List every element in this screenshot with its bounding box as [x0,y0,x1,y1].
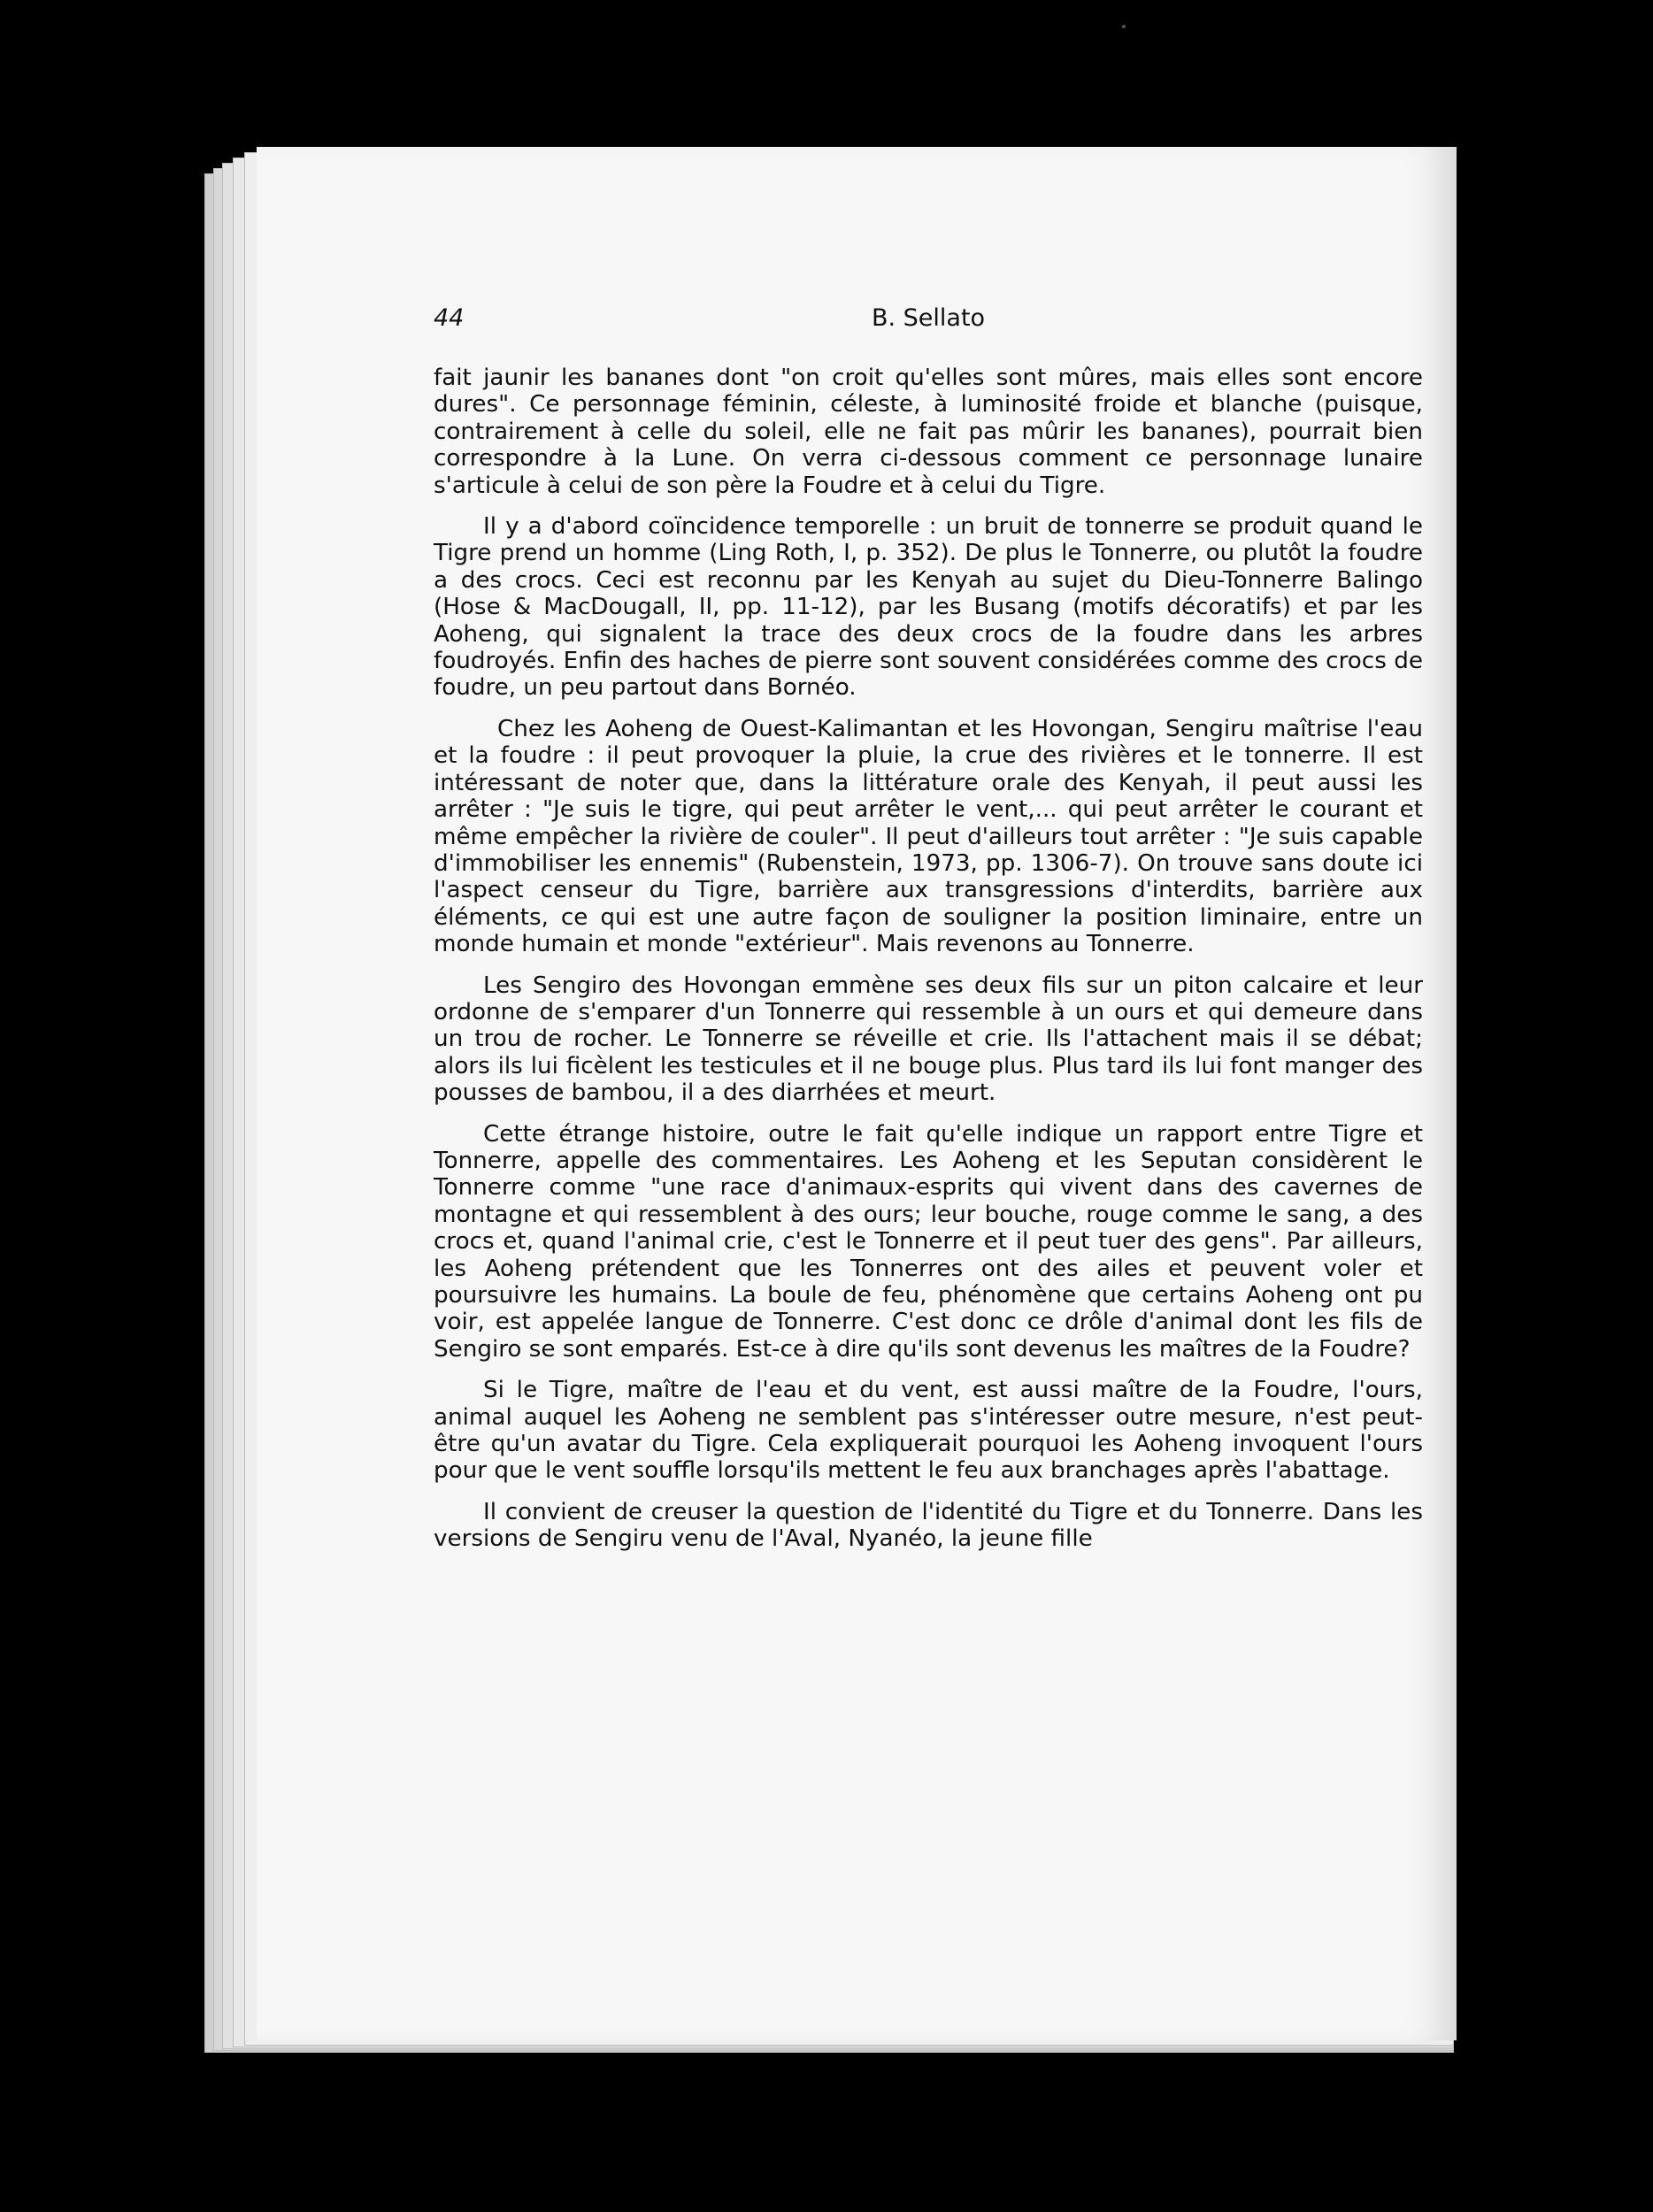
page-header [434,304,1423,340]
paragraph: Les Sengiro des Hovongan emmène ses deux fils sur un piton calcaire et leur ordonne de s'emparer d'un Tonnerre qui ressemble à un ours et qui demeure dans un trou de rocher. Le Tonnerre se réveille et crie. Ils l'attachent mais il se débat; alors ils lui ficèlent les testicules et il ne bouge plus. Plus tard ils lui font manger des pousses de bambou, il a des diarrhées et meurt. [434,972,1423,1107]
paragraph: Chez les Aoheng de Ouest-Kalimantan et les Hovongan, Sengiru maîtrise l'eau et la foudre : il peut provoquer la pluie, la crue des rivières et le tonnerre. Il est intéressant de noter que, dans la littérature orale des Kenyah, il peut aussi les arrêter : "Je suis le tigre, qui peut arrêter le vent,... qui peut arrêter le courant et même empêcher la rivière de couler". Il peut d'ailleurs tout arrêter : "Je suis capable d'immobiliser les ennemis" (Rubenstein, 1973, pp. 1306-7). On trouve sans doute ici l'aspect censeur du Tigre, barrière aux transgressions d'interdits, barrière aux éléments, ce qui est une autre façon de souligner la position liminaire, entre un monde humain et monde "extérieur". Mais revenons au Tonnerre. [434,715,1423,958]
running-head: B. Sellato [871,304,986,332]
body-text [434,365,1423,1553]
paragraph: Si le Tigre, maître de l'eau et du vent, est aussi maître de la Foudre, l'ours, animal auquel les Aoheng ne semblent pas s'intéresser outre mesure, n'est peut-être qu'un avatar du Tigre. Cela expliquerait pourquoi les Aoheng invoquent l'ours pour que le vent souffle lorsqu'ils mettent le feu aux branchages après l'abattage. [434,1377,1423,1485]
dust-speck [1122,25,1126,28]
paragraph: Il convient de creuser la question de l'identité du Tigre et du Tonnerre. Dans les versions de Sengiru venu de l'Aval, Nyanéo, la jeune fille [434,1498,1423,1553]
page-number: 44 [434,304,465,332]
paragraph: fait jaunir les bananes dont "on croit qu'elles sont mûres, mais elles sont encore dures". Ce personnage féminin, céleste, à luminosité froide et blanche (puisque, contrairement à celle du soleil, elle ne fait pas mûrir les bananes), pourrait bien correspondre à la Lune. On verra ci-dessous comment ce personnage lunaire s'articule à celui de son père la Foudre et à celui du Tigre. [434,365,1423,499]
paragraph: Il y a d'abord coïncidence temporelle : un bruit de tonnerre se produit quand le Tigre prend un homme (Ling Roth, I, p. 352). De plus le Tonnerre, ou plutôt la foudre a des crocs. Ceci est reconnu par les Kenyah au sujet du Dieu-Tonnerre Balingo (Hose & MacDougall, II, pp. 11-12), par les Busang (motifs décoratifs) et par les Aoheng, qui signalent la trace des deux crocs de la foudre dans les arbres foudroyés. Enfin des haches de pierre sont souvent considérées comme des crocs de foudre, un peu partout dans Bornéo. [434,513,1423,702]
paragraph: Cette étrange histoire, outre le fait qu'elle indique un rapport entre Tigre et Tonnerre, appelle des commentaires. Les Aoheng et les Seputan considèrent le Tonnerre comme "une race d'animaux-esprits qui vivent dans des cavernes de montagne et qui ressemblent à des ours; leur bouche, rouge comme le sang, a des crocs et, quand l'animal crie, c'est le Tonnerre et il peut tuer des gens". Par ailleurs, les Aoheng prétendent que les Tonnerres ont des ailes et peuvent voler et poursuivre les humains. La boule de feu, phénomène que certains Aoheng ont pu voir, est appelée langue de Tonnerre. C'est donc ce drôle d'animal dont les fils de Sengiro se sont emparés. Est-ce à dire qu'ils sont devenus les maîtres de la Foudre? [434,1120,1423,1363]
